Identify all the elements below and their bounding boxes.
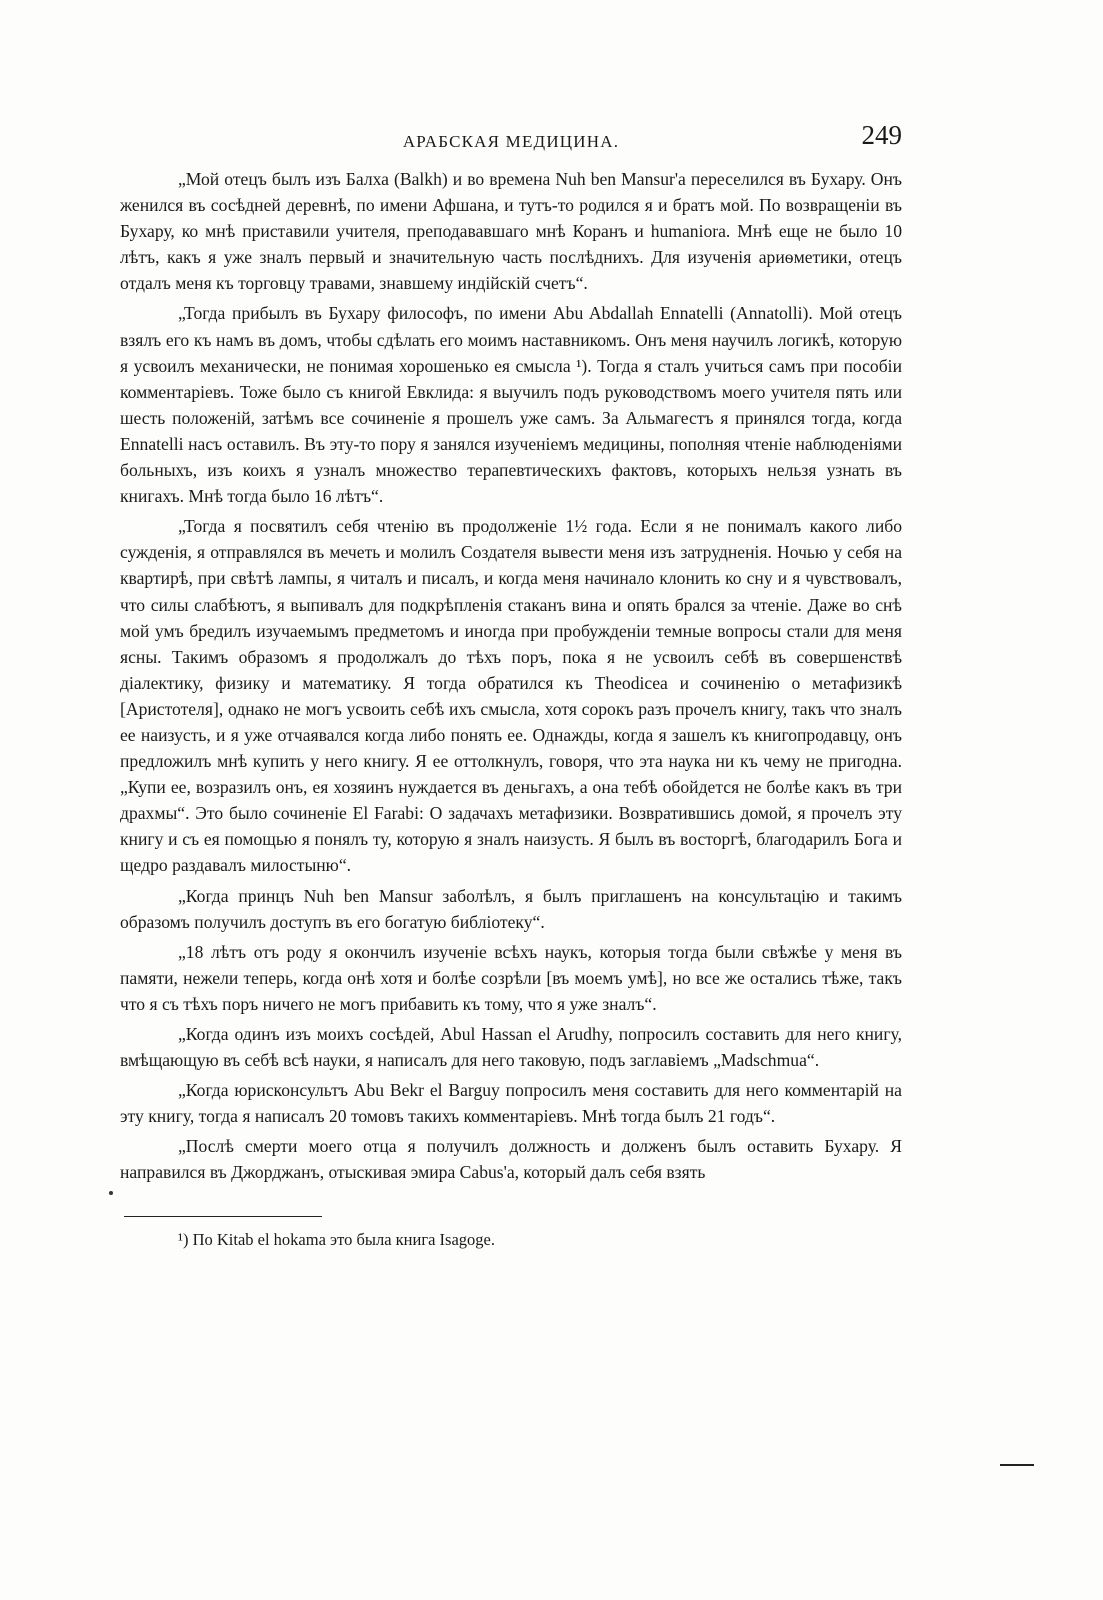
book-page [120,118,902,1251]
paragraph: „Мой отецъ былъ изъ Балха (Balkh) и во времена Nuh ben Mansur'a переселился въ Бухару. Онъ женился въ сосѣдней деревнѣ, по имени Афшана, и тутъ-то родился я и братъ мой. По возвращеніи въ Бухару, ко мнѣ приставили учителя, преподававшаго мнѣ Коранъ и humaniora. Мнѣ еще не было 10 лѣтъ, какъ я уже зналъ первый и значительную часть послѣднихъ. Для изученія ариѳметики, отецъ отдалъ меня къ торговцу травами, знавшему индійскій счетъ“. [120,169,902,294]
paragraph: „Тогда я посвятилъ себя чтенію въ продолженіе 1½ года. Если я не понималъ какого либо сужденія, я отправлялся въ мечеть и молилъ Создателя вывести меня изъ затрудненія. Ночью у себя на квартирѣ, при свѣтѣ лампы, я читалъ и писалъ, и когда меня начинало клонить ко сну и я чувствовалъ, что силы слабѣютъ, я выпивалъ для подкрѣпленія стаканъ вина и опять брался за чтеніе. Даже во снѣ мой умъ бредилъ изучаемымъ предметомъ и иногда при пробужденіи темные вопросы стали для меня ясны. Такимъ образомъ я продолжалъ до тѣхъ поръ, пока я не усвоилъ себѣ въ совершенствѣ діалектику, физику и математику. Я тогда обратился къ Theodicea и сочиненію о метафизикѣ [Аристотеля], однако не могъ усвоить себѣ ихъ смысла, хотя сорокъ разъ прочелъ книгу, такъ что зналъ ее наизусть, и я уже отчаявался когда либо понять ее. Однажды, когда я зашелъ къ книгопродавцу, онъ предложилъ мнѣ купить у него книгу. Я ее оттолкнулъ, говоря, что эта наука ни къ чему не пригодна. „Купи ее, возразилъ онъ, ея хозяинъ нуждается въ деньгахъ, а она тебѣ обойдется не болѣе какъ въ три драхмы“. Это было сочиненіе El Farabi: О задачахъ метафизики. Возвратившись домой, я прочелъ эту книгу и съ ея помощью я понялъ ту, которую я зналъ наизусть. Я былъ въ восторгѣ, благодарилъ Бога и щедро раздавалъ милостыню“. [120,516,902,876]
running-title: АРАБСКАЯ МЕДИЦИНА. [402,132,620,151]
page-number: 249 [861,120,902,150]
body-text [120,166,902,1186]
paragraph: „Когда юрисконсультъ Abu Bekr el Barguy попросилъ меня составить для него комментарій на эту книгу, тогда я написалъ 20 томовъ такихъ комментаріевъ. Мнѣ тогда былъ 21 годъ“. [120,1080,902,1127]
paragraph: „Когда одинъ изъ моихъ сосѣдей, Abul Hassan el Arudhy, попросилъ составить для него книгу, вмѣщающую въ себѣ всѣ науки, я написалъ для него таковую, подъ заглавіемъ „Madschmua“. [120,1024,902,1071]
page-header [120,118,902,158]
footnote-divider [124,1216,322,1217]
paragraph: „Когда принцъ Nuh ben Mansur заболѣлъ, я былъ приглашенъ на консультацію и такимъ образомъ получилъ доступъ въ его богатую библіотеку“. [120,885,902,932]
footnote: ¹) По Kitab el hokama это была книга Isagoge. [178,1229,495,1249]
paragraph: „18 лѣтъ отъ роду я окончилъ изученіе всѣхъ наукъ, которыя тогда были свѣжѣе у меня въ памяти, нежели теперь, когда онѣ хотя и болѣе созрѣли [въ моемъ умѣ], но все же остались тѣже, такъ что я съ тѣхъ поръ ничего не могъ прибавить къ тому, что я уже зналъ“. [120,941,902,1014]
margin-mark [109,1191,113,1195]
paragraph: „Послѣ смерти моего отца я получилъ должность и долженъ былъ оставить Бухару. Я направился въ Джорджанъ, отыскивая эмира Cabus'a, который далъ себя взять [120,1136,902,1183]
stray-dash-mark [1000,1464,1034,1466]
paragraph: „Тогда прибылъ въ Бухару философъ, по имени Abu Abdallah Ennatelli (Annatolli). Мой отецъ взялъ его къ намъ въ домъ, чтобы сдѣлать его моимъ наставникомъ. Онъ меня научилъ логикѣ, которую я усвоилъ механически, не понимая хорошенько ея смысла ¹). Тогда я сталъ учиться самъ при пособіи комментаріевъ. Тоже было съ книгой Евклида: я выучилъ подъ руководствомъ моего учителя пять или шесть положеній, затѣмъ все сочиненіе я прошелъ уже самъ. За Альмагестъ я принялся тогда, когда Ennatelli насъ оставилъ. Въ эту-то пору я занялся изученіемъ медицины, пополняя чтеніе наблюденіями больныхъ, изъ коихъ я узналъ множество терапевтическихъ фактовъ, которыхъ нельзя узнать въ книгахъ. Мнѣ тогда было 16 лѣтъ“. [120,303,902,507]
